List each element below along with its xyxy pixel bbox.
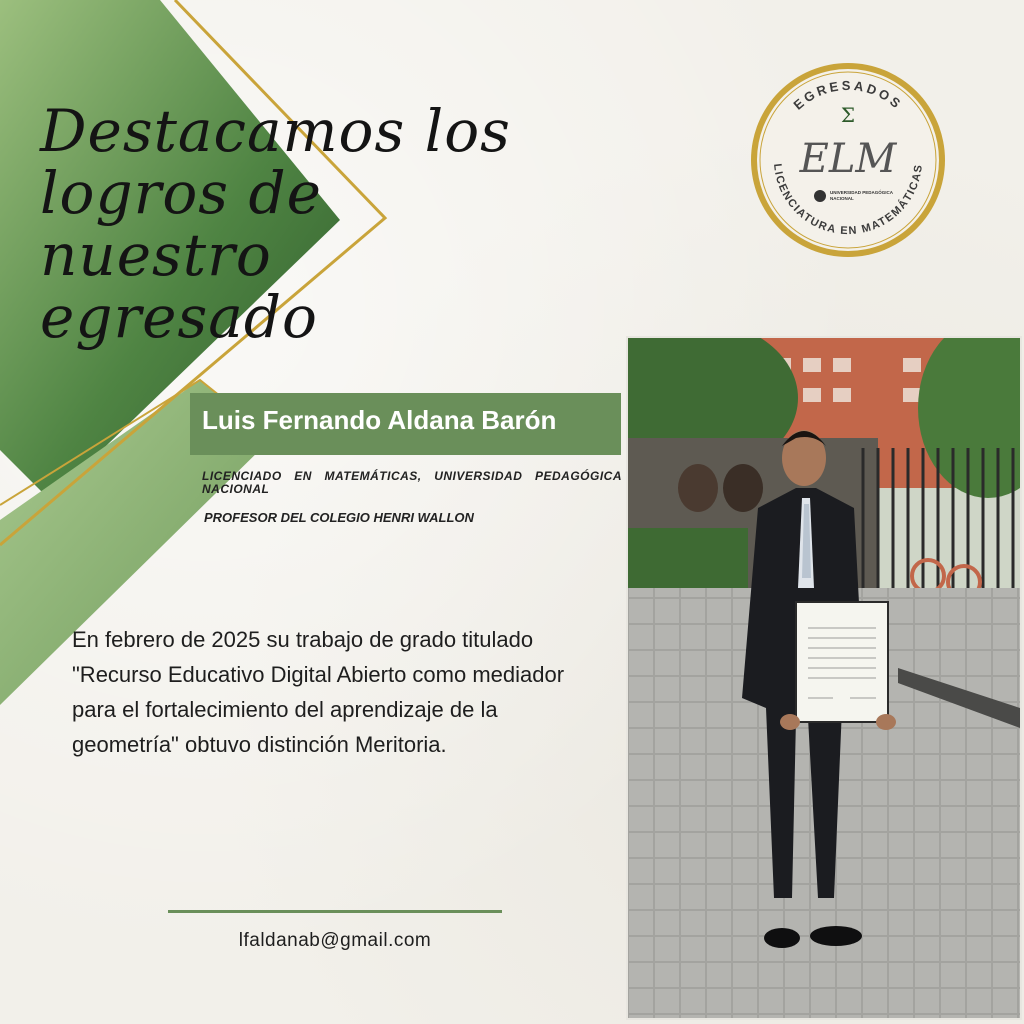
headline: Destacamos los logros de nuestro egresado <box>40 97 511 351</box>
graduate-degree: LICENCIADO EN MATEMÁTICAS, UNIVERSIDAD PEDAGÓGICA NACIONAL <box>202 469 622 496</box>
seal-bottom-text: LICENCIATURA EN MATEMÁTICAS <box>771 163 926 238</box>
seal-university: UNIVERSIDAD PEDAGÓGICA <box>830 190 894 195</box>
achievement-text: En febrero de 2025 su trabajo de grado titulado "Recurso Educativo Digital Abierto como mediador para el fortalecimiento del aprendizaje de la geometría" obtuvo distinción Meritoria. <box>72 627 565 757</box>
egresados-seal-logo <box>748 60 948 260</box>
graduate-photo <box>626 336 1022 1020</box>
diploma <box>796 602 888 722</box>
university-logo-icon <box>814 190 826 202</box>
graduate-job: PROFESOR DEL COLEGIO HENRI WALLON <box>204 510 474 525</box>
svg-text:NACIONAL: NACIONAL <box>830 196 854 201</box>
contact-email[interactable]: lfaldanab@gmail.com <box>238 930 432 951</box>
divider-line <box>168 910 502 913</box>
photo-illustration <box>628 338 1020 1018</box>
seal-sigma: Σ <box>840 103 856 127</box>
seal-monogram: ELM <box>799 136 897 182</box>
graduate-name: Luis Fernando Aldana Barón <box>202 405 557 435</box>
seal-top-text: EGRESADOS <box>790 77 906 113</box>
